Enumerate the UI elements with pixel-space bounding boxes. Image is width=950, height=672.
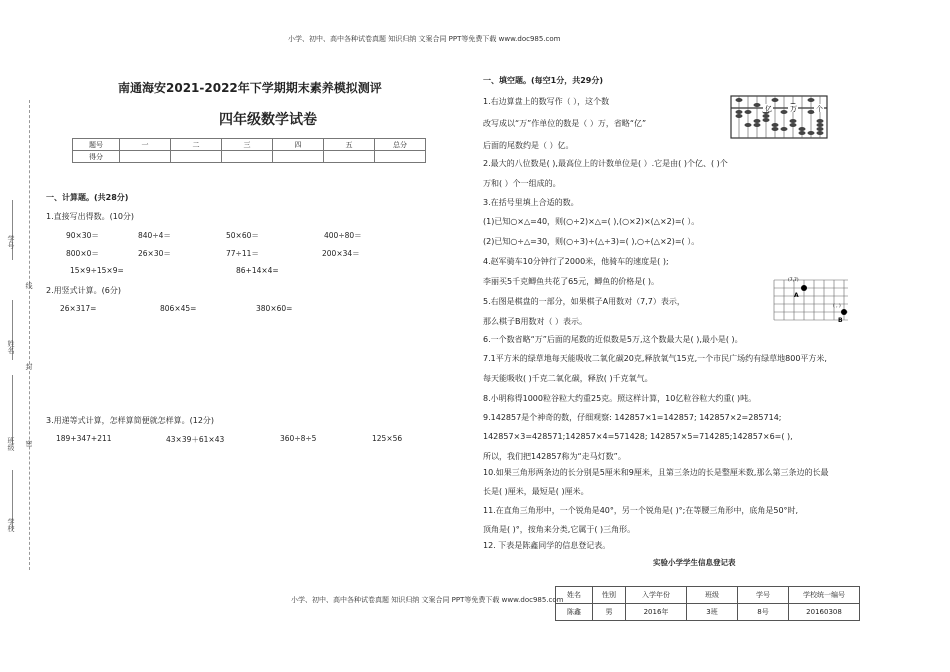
fill-q9-line2: 142857×3=428571;142857×4=571428; 142857×5=714285;142857×6=( ),: [483, 432, 793, 441]
score-table: [72, 138, 426, 163]
score-header-cell: 五: [324, 139, 375, 151]
q1-item: 800×0＝: [66, 249, 99, 258]
fill-q8: 8.小明称得1000粒谷粒大约重25克。照这样计算，10亿粒谷粒大约重( )吨。: [483, 394, 757, 403]
margin-dense-mark: 密: [25, 440, 33, 447]
score-cell[interactable]: [222, 151, 273, 163]
score-cell[interactable]: [120, 151, 171, 163]
section-calculation: 一、计算题。(共28分): [46, 193, 129, 202]
piece-b: [841, 309, 847, 315]
fill-q11-line2: 顶角是( )°，按角来分类,它属于( )三角形。: [483, 525, 636, 534]
q1-item: 15×9÷15×9=: [70, 266, 124, 275]
fill-q10-line1: 10.如果三角形两条边的长分别是5厘米和9厘米，且第三条边的长是整厘米数,那么第三条边的长最: [483, 468, 829, 477]
exam-subtitle: 四年级数学试卷: [219, 112, 317, 128]
q1-item: 86+14×4=: [236, 266, 279, 275]
student-info-table: [555, 586, 860, 621]
score-header-cell: 一: [120, 139, 171, 151]
margin-name: 姓名: [7, 340, 15, 354]
binding-line: [29, 100, 30, 570]
q1-item: 77÷11＝: [226, 249, 259, 258]
fill-q10-line2: 长是( )厘米，最短是( )厘米。: [483, 487, 589, 496]
fill-q9-line3: 所以，我们把142857称为“走马灯数”。: [483, 452, 626, 461]
score-header-cell: 总分: [375, 139, 426, 151]
info-cell: 3班: [687, 604, 738, 621]
q1-item: 400÷80＝: [324, 231, 362, 240]
info-cell: 陈鑫: [556, 604, 593, 621]
info-header-cell: 学校统一编号: [789, 587, 860, 604]
info-header-cell: 入学年份: [626, 587, 687, 604]
fill-q4-line2: 李丽买5千克鲫鱼共花了65元，鲫鱼的价格是( )。: [483, 277, 660, 286]
abacus-figure: [730, 95, 828, 139]
info-header-cell: 学号: [738, 587, 789, 604]
info-cell: 8号: [738, 604, 789, 621]
margin-blank-line: [12, 375, 13, 445]
piece-a-label: A: [794, 292, 799, 299]
question-3: 3.用递等式计算，怎样算简便就怎样算。(12分): [46, 416, 215, 425]
info-header-cell: 班级: [687, 587, 738, 604]
fill-q7-line2: 每天能吸收( )千克二氧化碳，释放( )千克氧气。: [483, 374, 653, 383]
info-header-cell: 性别: [593, 587, 626, 604]
margin-blank-line: [12, 200, 13, 260]
q2-item: 806×45=: [160, 304, 197, 313]
q3-item: 189+347+211: [56, 434, 112, 443]
info-data-row: [556, 604, 860, 621]
info-cell: 20160308: [789, 604, 860, 621]
abacus-label-ge: 个: [816, 105, 823, 113]
info-cell: 男: [593, 604, 626, 621]
score-cell[interactable]: [273, 151, 324, 163]
fill-q6: 6.一个数省略“万”后面的尾数的近似数是5万,这个数最大是( ),最小是( )。: [483, 335, 743, 344]
margin-school: 学校: [7, 518, 15, 532]
score-header-cell: 三: [222, 139, 273, 151]
fill-q5-line1: 5.右图是棋盘的一部分，如果棋子A用数对（7,7）表示，: [483, 297, 685, 306]
q3-item: 125×56: [372, 434, 403, 443]
info-table-title: 实验小学学生信息登记表: [653, 558, 736, 567]
fill-q2-line1: 2.最大的八位数是( ),最高位上的计数单位是( ）.它是由( )个亿、( )个: [483, 159, 728, 168]
score-header-row: [73, 139, 426, 151]
section-fill-blanks: 一、填空题。(每空1分，共29分): [483, 76, 604, 85]
score-header-cell: 四: [273, 139, 324, 151]
exam-title: 南通海安2021-2022年下学期期末素养模拟测评: [118, 81, 382, 95]
fill-q11-line1: 11.在直角三角形中，一个锐角是40°，另一个锐角是( )°;在等腰三角形中，底角是50°时,: [483, 506, 799, 515]
piece-b-label: B: [838, 317, 843, 324]
q2-item: 26×317=: [60, 304, 97, 313]
question-1: 1.直接写出得数。(10分): [46, 212, 135, 221]
q3-item: 360÷8÷5: [280, 434, 317, 443]
fill-q1-line2: 改写成以“万”作单位的数是（ ）万，省略“亿”: [483, 119, 647, 128]
q1-item: 50×60＝: [226, 231, 259, 240]
q1-item: 90×30＝: [66, 231, 99, 240]
fill-q3-part2: (2)已知○÷△=30，则(○÷3)÷(△÷3)=( ),○÷(△×2)=( ）。: [483, 237, 700, 246]
piece-a-coord: (7,7): [788, 278, 799, 283]
info-header-cell: 姓名: [556, 587, 593, 604]
fill-q1-line3: 后面的尾数约是（ ）亿。: [483, 141, 574, 150]
score-row: [73, 151, 426, 163]
score-cell[interactable]: [324, 151, 375, 163]
q3-item: 43×39＋61×43: [166, 435, 225, 444]
info-header-row: [556, 587, 860, 604]
score-cell[interactable]: [375, 151, 426, 163]
fill-q3-part1: (1)已知○×△=40，则(○÷2)×△=( ),(○×2)×(△×2)=( ）。: [483, 217, 700, 226]
piece-b-coord-blank: ( , ): [833, 304, 841, 309]
score-row-label: 得分: [73, 151, 120, 163]
fill-q1-line1: 1.右边算盘上的数写作（ ），这个数: [483, 97, 610, 106]
fill-q5-line2: 那么棋子B用数对（ ）表示。: [483, 317, 588, 326]
fill-q9-line1: 9.142857是个神奇的数，仔细观察: 142857×1=142857; 142857×2=285714;: [483, 413, 782, 422]
question-2: 2.用竖式计算。(6分): [46, 286, 121, 295]
page-header: 小学、初中、高中各种试卷真题 知识归纳 文案合同 PPT等免费下载 www.doc985.com: [288, 35, 561, 43]
fill-q2-line2: 万和( ）个一组成的。: [483, 179, 561, 188]
score-cell[interactable]: [171, 151, 222, 163]
q2-item: 380×60=: [256, 304, 293, 313]
score-header-cell: 题号: [73, 139, 120, 151]
margin-class: 班级: [7, 437, 15, 451]
fill-q4-line1: 4.赵军骑车10分钟行了2000米，他骑车的速度是( );: [483, 257, 669, 266]
fill-q7-line1: 7.1平方米的绿草地每天能吸收二氧化碳20克,释放氧气15克,一个市民广场约有绿草地800平方米,: [483, 354, 827, 363]
q1-item: 26×30＝: [138, 249, 171, 258]
abacus-label-wan: 万: [790, 105, 797, 113]
q1-item: 200×34＝: [322, 249, 360, 258]
margin-seal-mark: 封: [25, 363, 33, 370]
abacus-label-yi: 亿: [765, 105, 772, 113]
score-header-cell: 二: [171, 139, 222, 151]
page-footer: 小学、初中、高中各种试卷真题 知识归纳 文案合同 PPT等免费下载 www.doc985.com: [291, 596, 564, 604]
fill-q3-heading: 3.在括号里填上合适的数。: [483, 198, 579, 207]
margin-student-id: 学号: [7, 235, 15, 249]
q1-item: 840÷4＝: [138, 231, 171, 240]
piece-a: [801, 285, 807, 291]
info-cell: 2016年: [626, 604, 687, 621]
fill-q12: 12. 下表是陈鑫同学的信息登记表。: [483, 541, 611, 550]
chessboard-figure: [770, 276, 850, 324]
margin-line-mark: 线: [25, 282, 33, 289]
